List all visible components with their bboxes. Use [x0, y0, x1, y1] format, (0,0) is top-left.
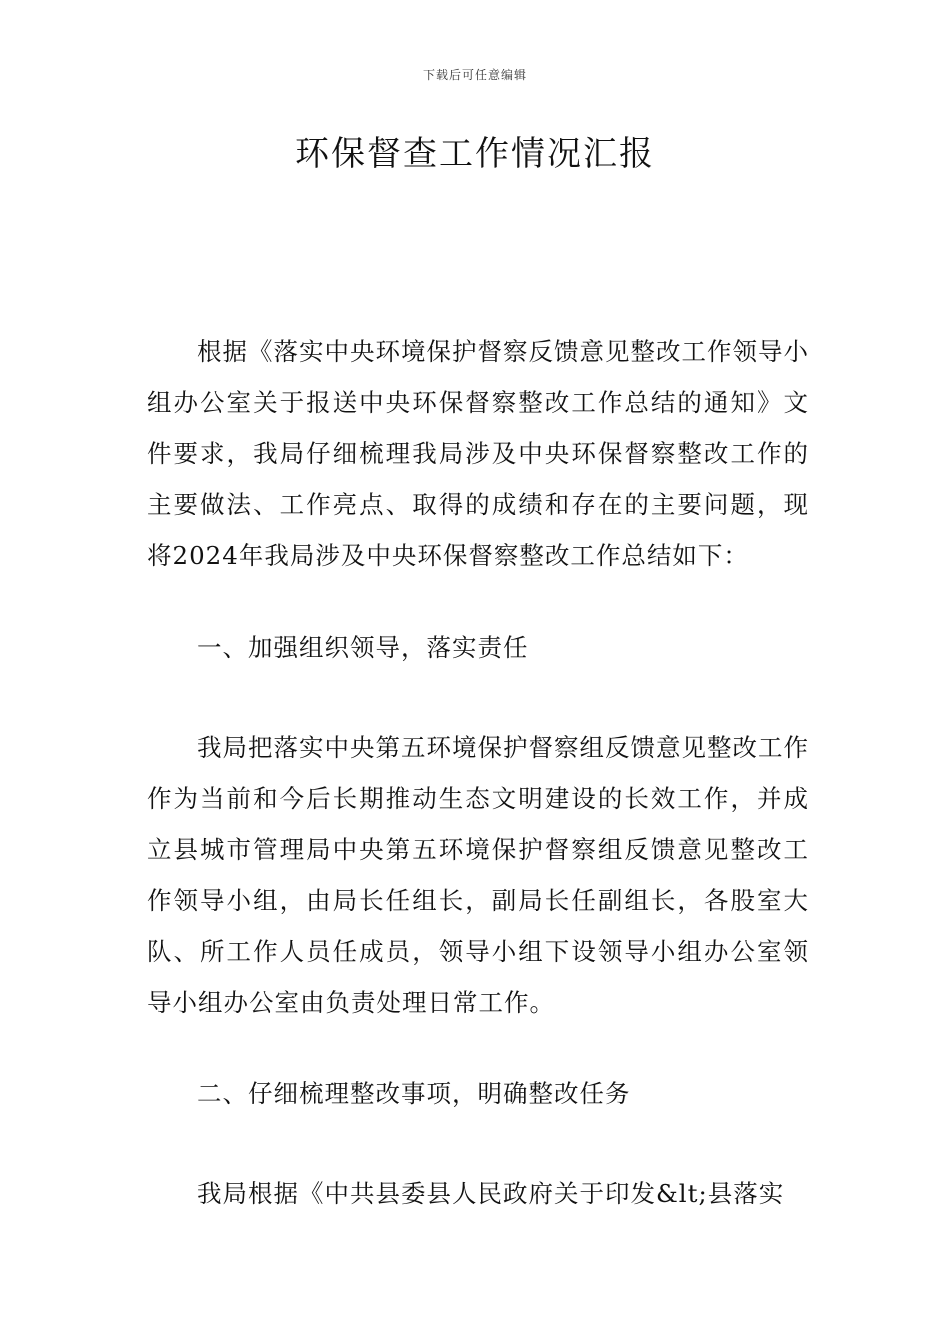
section-heading-1: 一、加强组织领导，落实责任	[197, 633, 529, 662]
paragraph-section-2: 我局根据《中共县委县人民政府关于印发&lt;县落实	[197, 1179, 785, 1208]
header-note: 下载后可任意编辑	[422, 68, 527, 82]
paragraph-section-1: 我局把落实中央第五环境保护督察组反馈意见整改工作作为当前和今后长期推动生态文明建设的长效工作，并成立县城市管理局中央第五环境保护督察组反馈意见整改工作领导小组，由局长任组长，副局长任副组长，各股室大队、所工作人员任成员，领导小组下设领导小组办公室领导小组办公室由负责处理日常工作。	[147, 733, 809, 1017]
document-title: 环保督查工作情况汇报	[295, 134, 655, 174]
section-heading-2: 二、仔细梳理整改事项，明确整改任务	[197, 1079, 631, 1108]
paragraph-intro: 根据《落实中央环境保护督察反馈意见整改工作领导小组办公室关于报送中央环保督察整改工作总结的通知》文件要求，我局仔细梳理我局涉及中央环保督察整改工作的主要做法、工作亮点、取得的成绩和存在的主要问题，现将2024年我局涉及中央环保督察整改工作总结如下：	[147, 337, 809, 570]
